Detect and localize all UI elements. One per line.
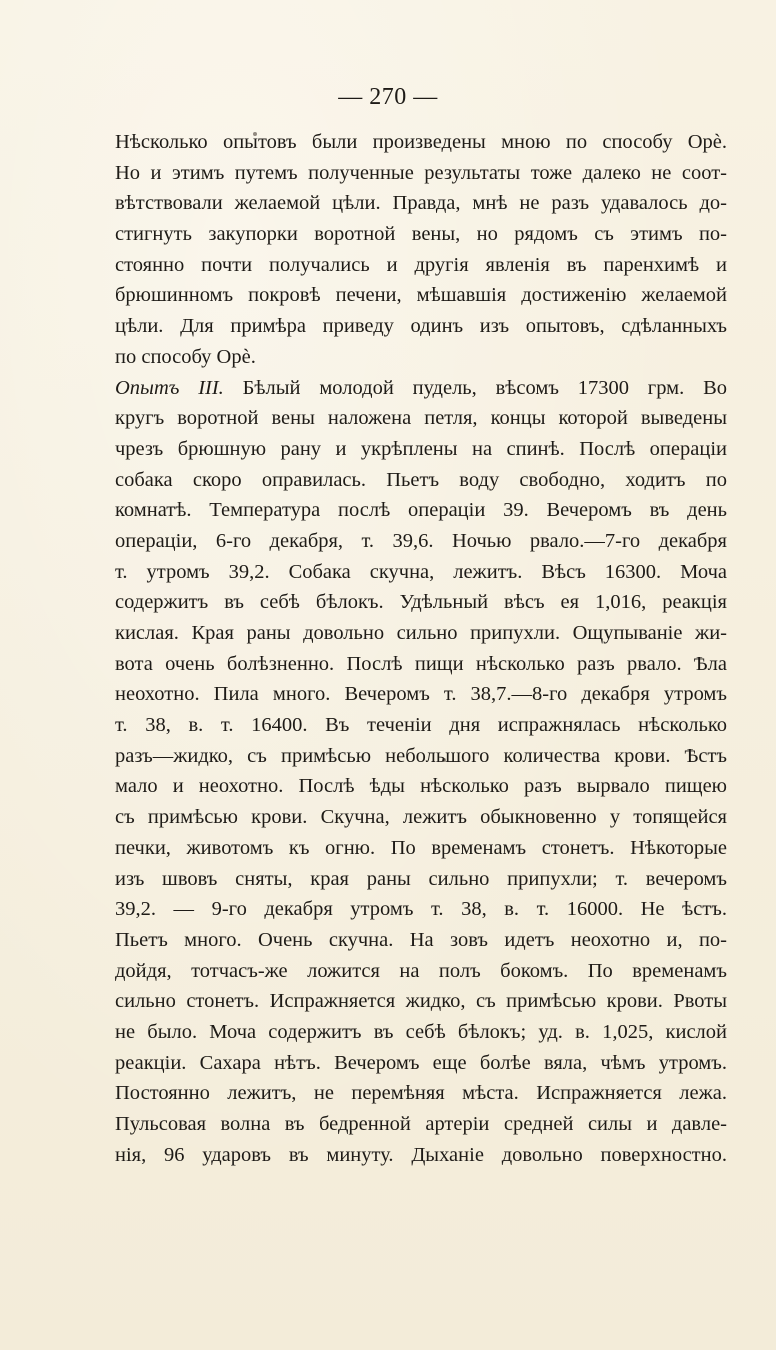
text-line: кругъ воротной вены наложена петля, концы которой выведены — [115, 407, 727, 430]
page-number: — 270 — — [338, 84, 438, 110]
text-line: Пьетъ много. Очень скучна. На зовъ идетъ неохотно и, по- — [115, 928, 727, 951]
text-line: нія, 96 ударовъ въ минуту. Дыханіе довольно поверхностно. — [115, 1143, 727, 1166]
text-line: неохотно. Пила много. Вечеромъ т. 38,7.—8-го декабря утромъ — [115, 683, 727, 706]
text-line: брюшинномъ покровѣ печени, мѣшавшія достиженію желаемой — [115, 284, 727, 307]
experiment-heading-line — [115, 373, 727, 404]
body-text — [115, 127, 727, 1170]
text-line: реакціи. Сахара нѣтъ. Вечеромъ еще болѣе вяла, чѣмъ утромъ. — [115, 1051, 727, 1074]
text-line: Нѣсколько опытовъ были произведены мною по способу Орѐ. — [115, 131, 727, 153]
text-line: мало и неохотно. Послѣ ѣды нѣсколько разъ вырвало пищею — [115, 775, 727, 798]
text-line: сильно стонетъ. Испражняется жидко, съ примѣсью крови. Рвоты — [115, 990, 727, 1013]
text-line: Но и этимъ путемъ полученные результаты тоже далеко не соот- — [115, 161, 727, 184]
text-line: Постоянно лежитъ, не перемѣняя мѣста. Испражняется лежа. — [115, 1082, 727, 1105]
experiment-label: Опытъ III. — [115, 376, 224, 399]
text-line: вота очень болѣзненно. Послѣ пищи нѣсколько разъ рвало. Ѣла — [115, 652, 727, 675]
text-line: печки, животомъ къ огню. По временамъ стонетъ. Нѣкоторые — [115, 836, 727, 859]
text-line: комнатѣ. Температура послѣ операціи 39. Вечеромъ въ день — [115, 499, 727, 522]
text-line: т. утромъ 39,2. Собака скучна, лежитъ. Вѣсъ 16300. Моча — [115, 560, 727, 583]
text-line: операціи, 6-го декабря, т. 39,6. Ночью рвало.—7-го декабря — [115, 529, 727, 552]
text-line-rest: Бѣлый молодой пудель, вѣсомъ 17300 грм. Во — [223, 376, 727, 399]
text-line: стигнуть закупорки воротной вены, но рядомъ съ этимъ по- — [115, 223, 727, 246]
text-line: разъ—жидко, съ примѣсью небольшого количества крови. Ѣстъ — [115, 744, 727, 767]
text-line: содержитъ въ себѣ бѣлокъ. Удѣльный вѣсъ ея 1,016, реакція — [115, 591, 727, 614]
text-line: съ примѣсью крови. Скучна, лежитъ обыкновенно у топящейся — [115, 806, 727, 829]
text-line: цѣли. Для примѣра приведу одинъ изъ опытовъ, сдѣланныхъ — [115, 315, 727, 338]
text-line: стоянно почти получались и другія явленія въ паренхимѣ и — [115, 253, 727, 276]
text-line: кислая. Края раны довольно сильно припухли. Ощупываніе жи- — [115, 622, 727, 644]
text-line: 39,2. — 9-го декабря утромъ т. 38, в. т. 16000. Не ѣстъ. — [115, 898, 727, 921]
text-line: т. 38, в. т. 16400. Въ теченіи дня испражнялась нѣсколько — [115, 714, 727, 737]
text-line: изъ швовъ сняты, края раны сильно припухли; т. вечеромъ — [115, 867, 727, 890]
text-line: Пульсовая волна въ бедренной артеріи средней силы и давле- — [115, 1113, 727, 1135]
text-line: вѣтствовали желаемой цѣли. Правда, мнѣ не разъ удавалось до- — [115, 192, 727, 215]
text-line: по способу Орѐ. — [115, 345, 256, 368]
text-line: не было. Моча содержитъ въ себѣ бѣлокъ; уд. в. 1,025, кислой — [115, 1020, 727, 1043]
text-line: собака скоро оправилась. Пьетъ воду свободно, ходитъ по — [115, 468, 727, 491]
text-line: дойдя, тотчасъ-же ложится на полъ бокомъ. По временамъ — [115, 959, 727, 982]
text-line: чрезъ брюшную рану и укрѣплены на спинѣ. Послѣ операціи — [115, 437, 727, 460]
